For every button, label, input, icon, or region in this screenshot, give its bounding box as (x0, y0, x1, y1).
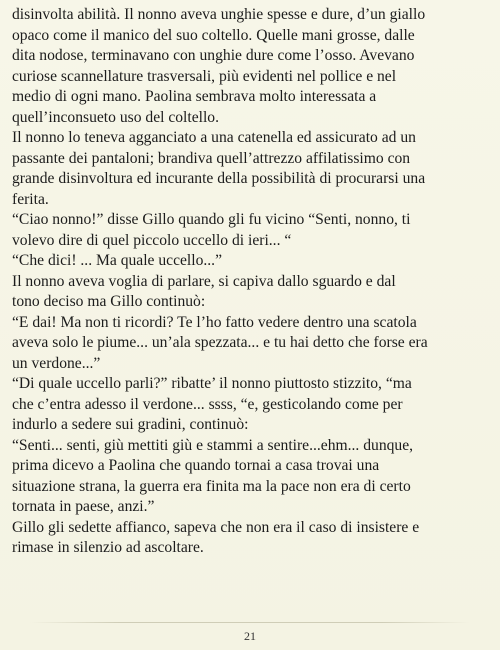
text-line: Il nonno lo teneva agganciato a una catenella ed assicurato ad un (12, 129, 416, 146)
text-line: rimase in silenzio ad ascoltare. (12, 539, 204, 556)
text-line: opaco come il manico del suo coltello. Quelle mani grosse, dalle (12, 26, 415, 44)
text-line: prima dicevo a Paolina che quando tornai a casa trovai una (12, 457, 380, 474)
text-line: un verdone...” (12, 354, 101, 372)
text-line: Gillo gli sedette affianco, sapeva che non era il caso di insistere e (12, 518, 420, 536)
text-line: medio di ogni mano. Paolina sembrava molto interessata a (12, 88, 377, 105)
text-line: ferita. (12, 190, 49, 208)
text-line: “Che dici! ... Ma quale uccello...” (12, 252, 222, 269)
body-text (12, 5, 490, 559)
footer-divider (30, 622, 470, 623)
text-line: “E dai! Ma non ti ricordi? Te l’ho fatto vedere dentro una scatola (12, 313, 417, 331)
text-line: passante dei pantaloni; brandiva quell’attrezzo affilatissimo con (12, 149, 411, 167)
text-line: aveva solo le piume... un’ala spezzata... e tu hai detto che forse era (12, 334, 428, 351)
text-line: quell’inconsueto uso del coltello. (12, 108, 220, 126)
text-line: “Senti... senti, giù mettiti giù e stammi a sentire...ehm... dunque, (12, 436, 414, 454)
text-line: indurlo a sedere sui gradini, continuò: (12, 416, 249, 433)
text-line: disinvolta abilità. Il nonno aveva unghie spesse e dure, d’un giallo (12, 6, 426, 23)
text-line: che c’entra adesso il verdone... ssss, “e, gesticolando come per (12, 395, 403, 413)
text-line: tono deciso ma Gillo continuò: (12, 293, 206, 310)
text-line: curiose scannellature trasversali, più evidenti nel pollice e nel (12, 67, 397, 85)
text-line: grande disinvoltura ed incurante della possibilità di procurarsi una (12, 170, 426, 187)
text-line: tornata in paese, anzi.” (12, 498, 155, 515)
text-line: situazione strana, la guerra era finita ma la pace non era di certo (12, 477, 411, 495)
text-line: “Di quale uccello parli?” ribatte’ il nonno piuttosto stizzito, “ma (12, 375, 412, 392)
text-line: dita nodose, terminavano con unghie dure come l’osso. Avevano (12, 47, 415, 64)
page-number: 21 (244, 629, 256, 643)
text-line: volevo dire di quel piccolo uccello di ieri... “ (12, 231, 292, 249)
text-line: “Ciao nonno!” disse Gillo quando gli fu vicino “Senti, nonno, ti (12, 211, 411, 228)
text-line: Il nonno aveva voglia di parlare, si capiva dallo sguardo e dal (12, 272, 396, 290)
